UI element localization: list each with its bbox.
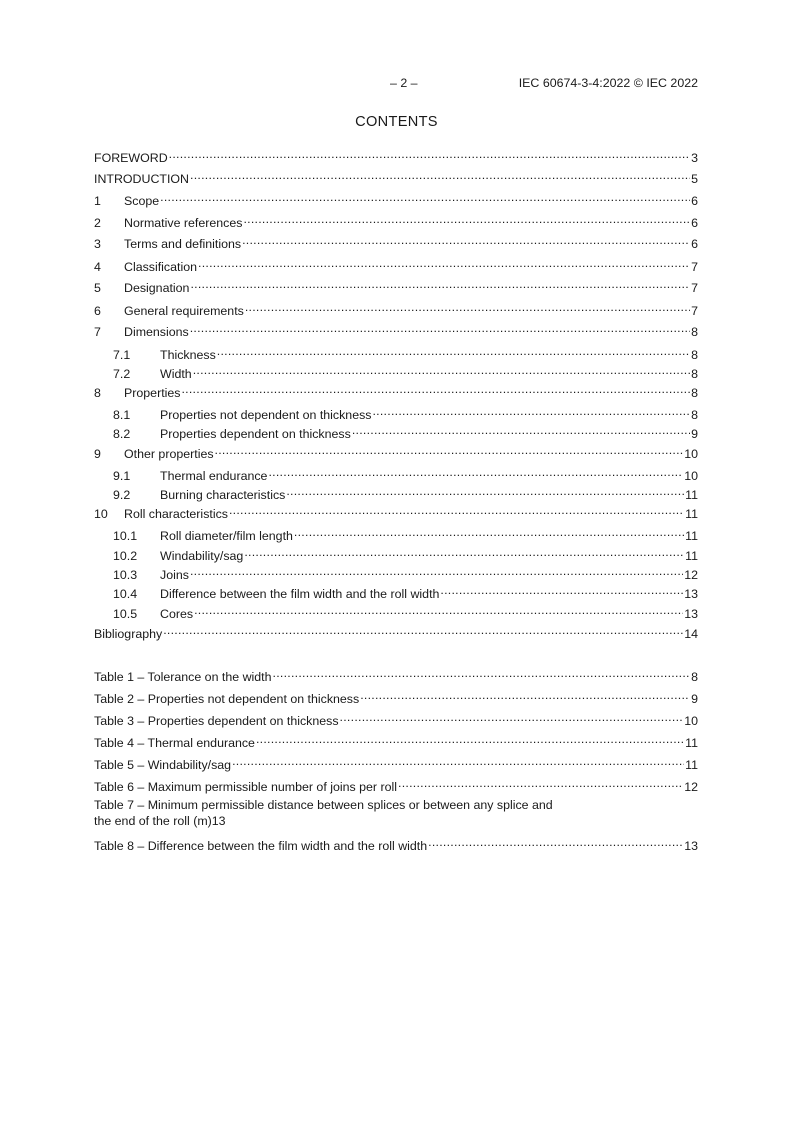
toc-entry-number: 5 bbox=[94, 281, 101, 295]
toc-entry-title: Classification bbox=[124, 260, 197, 274]
toc-entry-number: 10 bbox=[94, 507, 108, 521]
table-entry-page: 8 bbox=[691, 670, 698, 684]
leader-dots bbox=[244, 544, 684, 560]
toc-entry-burning-characteristics[interactable] bbox=[94, 483, 698, 502]
toc-entry-title: Difference between the film width and the roll width bbox=[160, 587, 440, 601]
toc-entry-properties-not-dependent[interactable] bbox=[94, 403, 698, 422]
leader-dots bbox=[160, 189, 690, 205]
toc-entry-number: 10.3 bbox=[113, 568, 138, 582]
toc-entry-page: 6 bbox=[691, 237, 698, 251]
toc-entry-thermal-endurance[interactable] bbox=[94, 464, 698, 483]
toc-entry-page: 8 bbox=[691, 386, 698, 400]
leader-dots bbox=[352, 422, 690, 438]
leader-dots bbox=[190, 563, 683, 579]
leader-dots bbox=[242, 232, 690, 248]
toc-entry-number: 9 bbox=[94, 447, 101, 461]
table-entry-title: Table 6 – Maximum permissible number of joins per roll bbox=[94, 780, 398, 794]
toc-entry-classification[interactable] bbox=[94, 255, 698, 274]
leader-dots bbox=[215, 442, 684, 458]
toc-entry-page: 12 bbox=[684, 568, 698, 582]
toc-entry-title: Width bbox=[160, 367, 192, 381]
toc-entry-title: Windability/sag bbox=[160, 549, 244, 563]
leader-dots bbox=[294, 524, 684, 540]
toc-entry-page: 7 bbox=[691, 260, 698, 274]
toc-entry-bibliography[interactable] bbox=[94, 622, 698, 641]
toc-entry-film-width-difference[interactable] bbox=[94, 582, 698, 601]
toc-entry-page: 7 bbox=[691, 304, 698, 318]
table-list-entry-5[interactable] bbox=[94, 753, 698, 772]
toc-entry-title: Roll characteristics bbox=[124, 507, 228, 521]
toc-entry-designation[interactable] bbox=[94, 276, 698, 295]
toc-entry-page: 6 bbox=[691, 216, 698, 230]
table-list-entry-2[interactable] bbox=[94, 687, 698, 706]
table-entry-page: 9 bbox=[691, 692, 698, 706]
toc-entry-title: Properties not dependent on thickness bbox=[160, 408, 372, 422]
toc-entry-page: 11 bbox=[685, 488, 698, 502]
table-entry-page: 11 bbox=[685, 758, 698, 772]
leader-dots bbox=[440, 582, 683, 598]
leader-dots bbox=[190, 320, 690, 336]
toc-entry-normative-references[interactable] bbox=[94, 211, 698, 230]
leader-dots bbox=[198, 255, 690, 271]
toc-entry-title: Thickness bbox=[160, 348, 216, 362]
toc-entry-page: 10 bbox=[684, 447, 698, 461]
toc-entry-number: 9.1 bbox=[113, 469, 131, 483]
toc-entry-title: INTRODUCTION bbox=[94, 172, 189, 186]
toc-entry-page: 11 bbox=[685, 529, 698, 543]
table-entry-line2 bbox=[94, 813, 698, 829]
toc-entry-title: FOREWORD bbox=[94, 151, 168, 165]
leader-dots bbox=[268, 464, 683, 480]
table-entry-title: Table 1 – Tolerance on the width bbox=[94, 670, 272, 684]
toc-entry-page: 13 bbox=[684, 607, 698, 621]
toc-entry-title: Dimensions bbox=[124, 325, 189, 339]
leader-dots bbox=[190, 167, 690, 183]
toc-entry-number: 6 bbox=[94, 304, 101, 318]
leader-dots bbox=[181, 381, 690, 397]
toc-entry-title: Designation bbox=[124, 281, 190, 295]
toc-entry-dimensions[interactable] bbox=[94, 320, 698, 339]
contents-title: CONTENTS bbox=[355, 114, 438, 130]
toc-entry-page: 11 bbox=[685, 507, 698, 521]
table-entry-title: Table 2 – Properties not dependent on thickness bbox=[94, 692, 360, 706]
toc-entry-title: Scope bbox=[124, 194, 160, 208]
toc-entry-number: 8.2 bbox=[113, 427, 131, 441]
toc-entry-title: Bibliography bbox=[94, 627, 163, 641]
toc-entry-title: Burning characteristics bbox=[160, 488, 286, 502]
toc-entry-windability[interactable] bbox=[94, 544, 698, 563]
toc-entry-title: Other properties bbox=[124, 447, 214, 461]
toc-entry-page: 8 bbox=[691, 408, 698, 422]
table-entry-page: 11 bbox=[685, 736, 698, 750]
table-entry-page: 13 bbox=[684, 839, 698, 853]
toc-entry-title: Normative references bbox=[124, 216, 243, 230]
toc-entry-number: 7.1 bbox=[113, 348, 131, 362]
toc-entry-roll-characteristics[interactable] bbox=[94, 502, 698, 521]
leader-dots bbox=[232, 753, 684, 769]
page-number: – 2 – bbox=[390, 76, 418, 90]
toc-entry-title: Joins bbox=[160, 568, 189, 582]
leader-dots bbox=[273, 665, 691, 681]
toc-entry-number: 7 bbox=[94, 325, 101, 339]
table-entry-page: 12 bbox=[684, 780, 698, 794]
table-list-entry-8[interactable] bbox=[94, 834, 698, 853]
leader-dots bbox=[190, 276, 690, 292]
toc-entry-number: 1 bbox=[94, 194, 101, 208]
toc-entry-number: 4 bbox=[94, 260, 101, 274]
toc-entry-title: Thermal endurance bbox=[160, 469, 268, 483]
toc-entry-number: 10.2 bbox=[113, 549, 138, 563]
toc-entry-title: Properties dependent on thickness bbox=[160, 427, 351, 441]
toc-entry-foreword[interactable] bbox=[94, 146, 698, 165]
toc-entry-page: 6 bbox=[691, 194, 698, 208]
toc-entry-number: 10.5 bbox=[113, 607, 138, 621]
toc-entry-page: 8 bbox=[691, 325, 698, 339]
leader-dots bbox=[193, 362, 690, 378]
page-header bbox=[94, 76, 698, 92]
toc-entry-number: 9.2 bbox=[113, 488, 131, 502]
leader-dots bbox=[245, 299, 690, 315]
toc-entry-roll-diameter[interactable] bbox=[94, 524, 698, 543]
document-reference: IEC 60674-3-4:2022 © IEC 2022 bbox=[518, 76, 698, 90]
toc-entry-properties[interactable] bbox=[94, 381, 698, 400]
toc-entry-general-requirements[interactable] bbox=[94, 299, 698, 318]
leader-dots bbox=[360, 687, 690, 703]
toc-entry-page: 8 bbox=[691, 348, 698, 362]
leader-dots bbox=[398, 775, 683, 791]
toc-entry-number: 7.2 bbox=[113, 367, 131, 381]
toc-entry-joins[interactable] bbox=[94, 563, 698, 582]
table-entry-title-line1: Table 7 – Minimum permissible distance between splices or between any splice and bbox=[94, 798, 553, 812]
leader-dots bbox=[229, 502, 684, 518]
toc-entry-page: 3 bbox=[691, 151, 698, 165]
toc-entry-title: Cores bbox=[160, 607, 194, 621]
leader-dots bbox=[372, 403, 690, 419]
toc-entry-page: 7 bbox=[691, 281, 698, 295]
toc-entry-introduction[interactable] bbox=[94, 167, 698, 186]
leader-dots bbox=[243, 211, 690, 227]
toc-entry-thickness[interactable] bbox=[94, 343, 698, 362]
toc-entry-terms-definitions[interactable] bbox=[94, 232, 698, 251]
toc-entry-page: 13 bbox=[684, 587, 698, 601]
toc-entry-number: 8.1 bbox=[113, 408, 131, 422]
table-entry-title: Table 3 – Properties dependent on thickness bbox=[94, 714, 339, 728]
toc-entry-title: Terms and definitions bbox=[124, 237, 242, 251]
leader-dots bbox=[428, 834, 683, 850]
table-list-entry-4[interactable] bbox=[94, 731, 698, 750]
toc-entry-cores[interactable] bbox=[94, 602, 698, 621]
table-entry-title: Table 8 – Difference between the film width and the roll width bbox=[94, 839, 428, 853]
toc-entry-scope[interactable] bbox=[94, 189, 698, 208]
leader-dots bbox=[286, 483, 684, 499]
leader-dots bbox=[194, 602, 683, 618]
toc-entry-page: 9 bbox=[691, 427, 698, 441]
toc-entry-title: Properties bbox=[124, 386, 181, 400]
toc-entry-page: 11 bbox=[685, 549, 698, 563]
table-entry-title-line2: the end of the roll (m) bbox=[94, 814, 212, 828]
table-entry-title: Table 5 – Windability/sag bbox=[94, 758, 232, 772]
table-entry-page: 13 bbox=[211, 814, 226, 828]
toc-entry-page: 8 bbox=[691, 367, 698, 381]
leader-dots bbox=[163, 622, 683, 638]
leader-dots bbox=[169, 146, 690, 162]
table-entry-page: 10 bbox=[684, 714, 698, 728]
leader-dots bbox=[256, 731, 684, 747]
toc-entry-properties-dependent[interactable] bbox=[94, 422, 698, 441]
leader-dots bbox=[217, 343, 690, 359]
toc-entry-width[interactable] bbox=[94, 362, 698, 381]
toc-entry-page: 14 bbox=[684, 627, 698, 641]
toc-entry-other-properties[interactable] bbox=[94, 442, 698, 461]
table-list-entry-6[interactable] bbox=[94, 775, 698, 794]
toc-entry-number: 2 bbox=[94, 216, 101, 230]
toc-entry-title: General requirements bbox=[124, 304, 244, 318]
toc-entry-number: 8 bbox=[94, 386, 101, 400]
toc-entry-page: 5 bbox=[691, 172, 698, 186]
table-list-entry-3[interactable] bbox=[94, 709, 698, 728]
toc-entry-title: Roll diameter/film length bbox=[160, 529, 293, 543]
table-entry-title: Table 4 – Thermal endurance bbox=[94, 736, 255, 750]
table-list-entry-1[interactable] bbox=[94, 665, 698, 684]
toc-entry-number: 3 bbox=[94, 237, 101, 251]
toc-entry-number: 10.4 bbox=[113, 587, 138, 601]
toc-entry-page: 10 bbox=[684, 469, 698, 483]
toc-entry-number: 10.1 bbox=[113, 529, 138, 543]
table-list-entry-7[interactable] bbox=[94, 797, 698, 829]
leader-dots bbox=[340, 709, 684, 725]
